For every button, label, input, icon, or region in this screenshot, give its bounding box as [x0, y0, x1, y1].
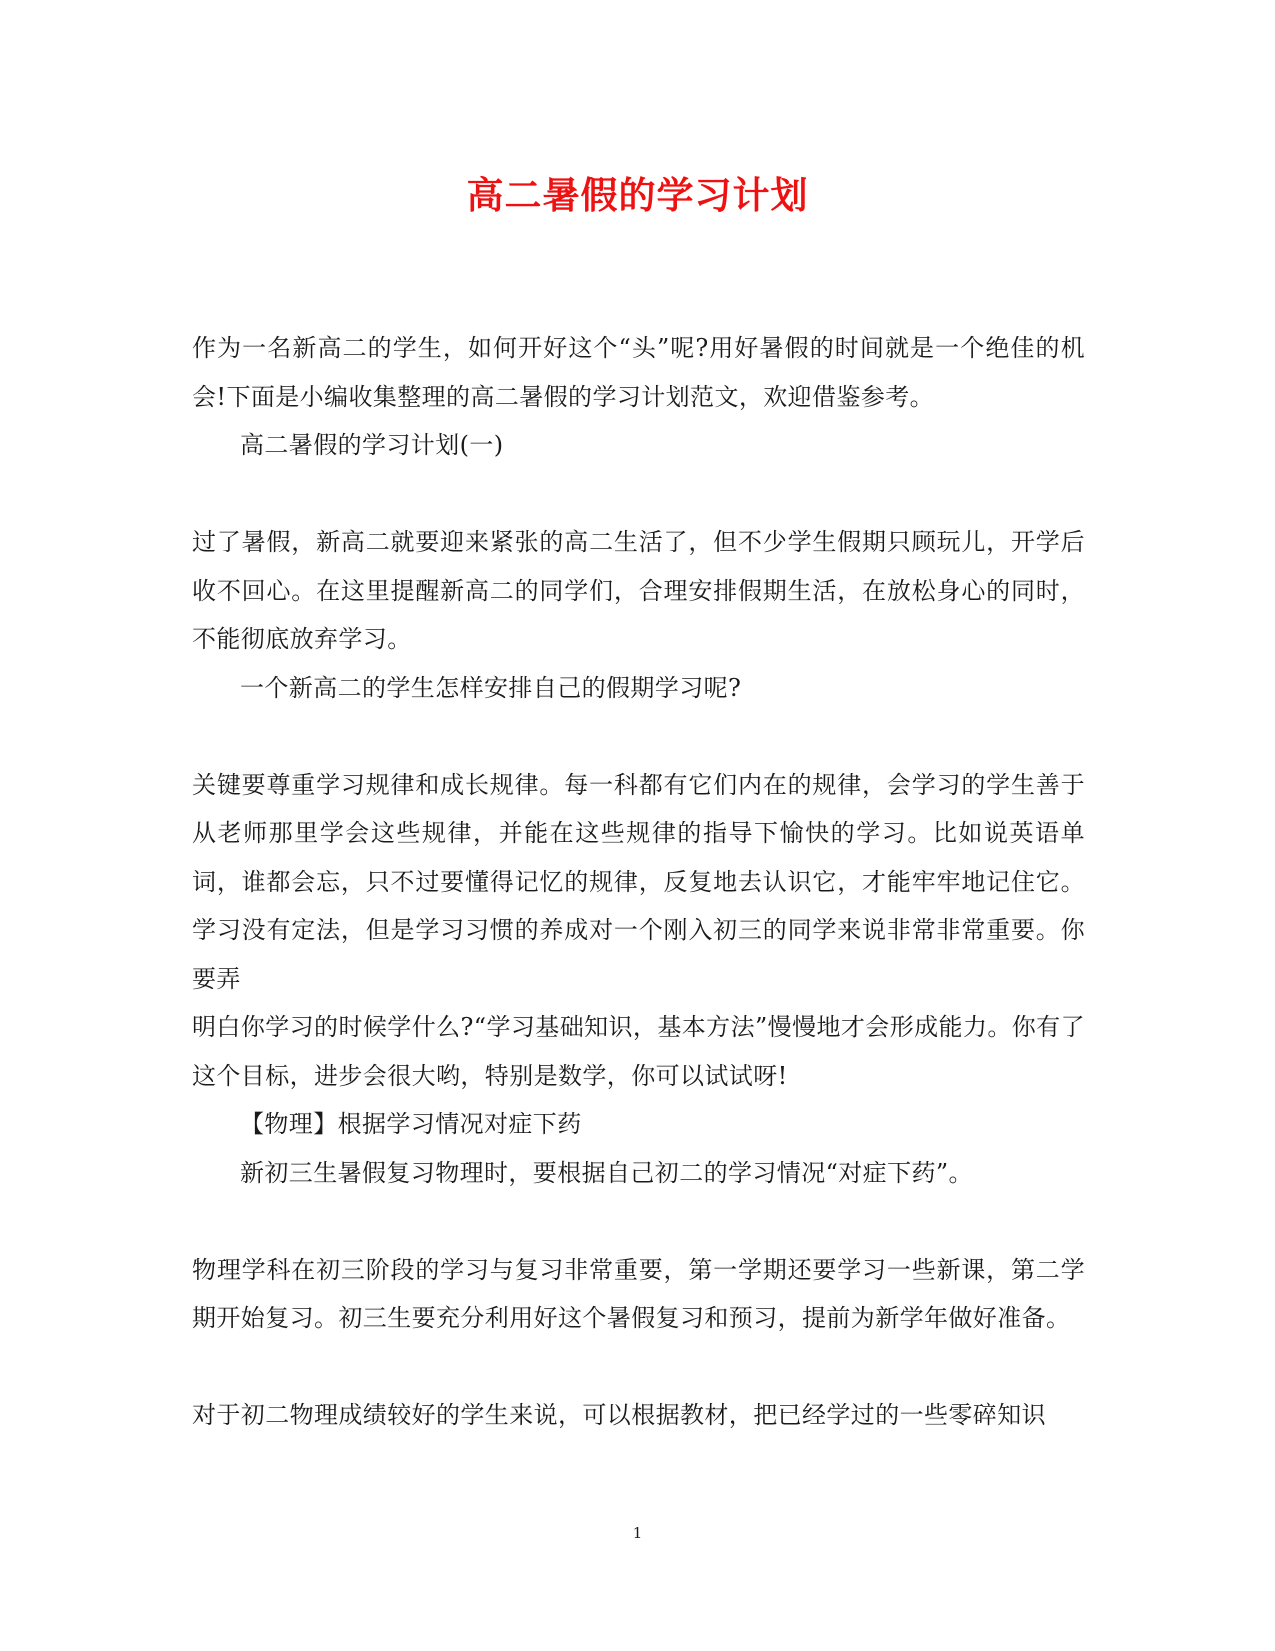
paragraph-gap: [192, 1197, 1085, 1246]
paragraph-gap: [192, 470, 1085, 519]
section-heading: 高二暑假的学习计划(一): [240, 431, 504, 459]
paragraph-gap: [192, 1343, 1085, 1392]
subject-heading: 【物理】根据学习情况对症下药: [240, 1110, 582, 1138]
body-paragraph: 过了暑假，新高二就要迎来紧张的高二生活了，但不少学生假期只顾玩儿，开学后收不回心。在这里提醒新高二的同学们，合理安排假期生活，在放松身心的同时，不能彻底放弃学习。: [192, 528, 1085, 653]
body-paragraph: 对于初二物理成绩较好的学生来说，可以根据教材，把已经学过的一些零碎知识: [192, 1401, 1046, 1429]
document-title: 高二暑假的学习计划: [466, 173, 809, 217]
document-body: [192, 324, 1085, 1440]
body-paragraph: 关键要尊重学习规律和成长规律。每一科都有它们内在的规律，会学习的学生善于从老师那里学会这些规律，并能在这些规律的指导下愉快的学习。比如说英语单词，谁都会忘，只不过要懂得记忆的规律，反复地去认识它，才能牢牢地记住它。学习没有定法，但是学习习惯的养成对一个刚入初三的同学来说非常非常重要。你要弄: [192, 770, 1085, 993]
paragraph-gap: [192, 712, 1085, 761]
intro-paragraph: 作为一名新高二的学生，如何开好这个“头”呢?用好暑假的时间就是一个绝佳的机会!下面是小编收集整理的高二暑假的学习计划范文，欢迎借鉴参考。: [192, 334, 1085, 411]
body-paragraph: 物理学科在初三阶段的学习与复习非常重要，第一学期还要学习一些新课，第二学期开始复习。初三生要充分利用好这个暑假复习和预习，提前为新学年做好准备。: [192, 1255, 1085, 1332]
question-paragraph: 一个新高二的学生怎样安排自己的假期学习呢?: [240, 673, 742, 702]
page-number: 1: [632, 1524, 643, 1542]
body-paragraph: 新初三生暑假复习物理时，要根据自己初二的学习情况“对症下药”。: [240, 1158, 973, 1187]
body-paragraph: 明白你学习的时候学什么?“学习基础知识，基本方法”慢慢地才会形成能力。你有了这个目标，进步会很大哟，特别是数学，你可以试试呀!: [192, 1013, 1085, 1090]
